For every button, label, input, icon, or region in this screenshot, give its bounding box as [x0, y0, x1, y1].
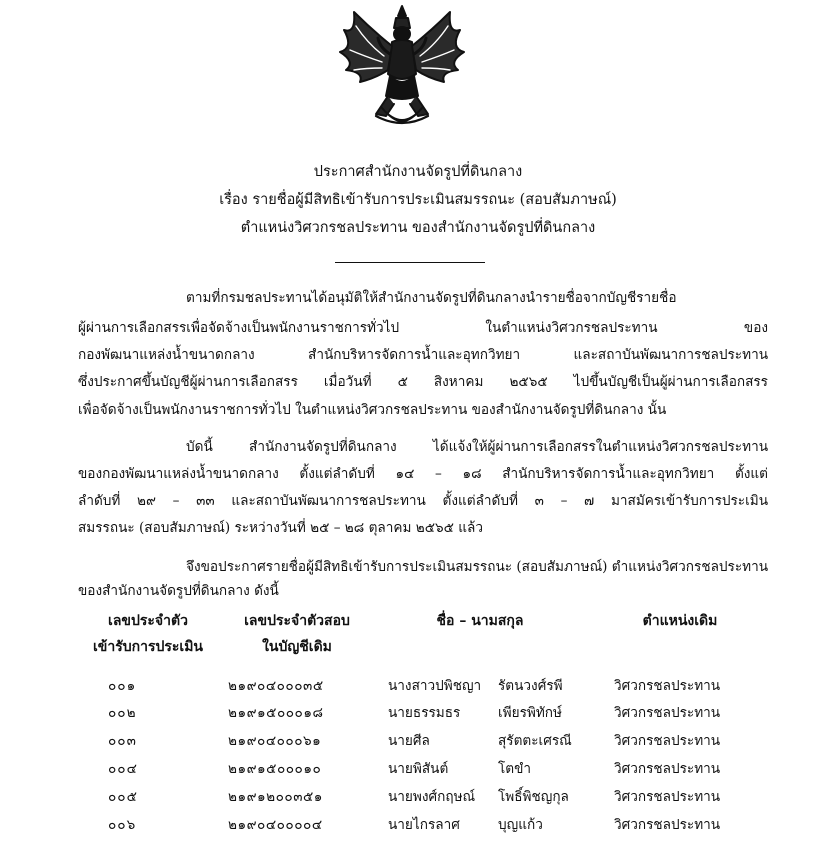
- header-seq-id: เลขประจำตัว: [108, 613, 188, 629]
- header-seq-id-sub: เข้ารับการประเมิน: [93, 639, 203, 655]
- seq-id: ๐๐๑: [108, 678, 137, 694]
- old-exam-id: ๒๑๙๑๕๐๐๐๑๐: [228, 761, 322, 777]
- old-exam-id: ๒๑๙๑๕๐๐๐๑๘: [228, 705, 324, 721]
- position: วิศวกรชลประทาน: [614, 789, 721, 805]
- first-name: นายไกรลาศ: [388, 817, 460, 833]
- last-name: บุญแก้ว: [498, 817, 543, 833]
- last-name: โพธิ์พิชญกุล: [498, 789, 569, 805]
- paragraph-1-line: ตามที่กรมชลประทานได้อนุมัติให้สำนักงานจัดรูปที่ดินกลางนำรายชื่อจากบัญชีรายชื่อ: [186, 290, 677, 306]
- position: วิศวกรชลประทาน: [614, 817, 721, 833]
- first-name: นายพงศ์กฤษณ์: [388, 789, 476, 805]
- paragraph-2-line: สมรรถนะ (สอบสัมภาษณ์) ระหว่างวันที่ ๒๕ – ๒๘ ตุลาคม ๒๕๖๕ แล้ว: [78, 520, 483, 536]
- seq-id: ๐๐๕: [108, 789, 138, 805]
- paragraph-2-line: บัดนี้ สำนักงานจัดรูปที่ดินกลาง ได้แจ้งให้ผู้ผ่านการเลือกสรรในตำแหน่งวิศวกรชลประทาน: [186, 439, 768, 455]
- paragraph-1-line: เพื่อจัดจ้างเป็นพนักงานราชการทั่วไป ในตำแหน่งวิศวกรชลประทาน ของสำนักงานจัดรูปที่ดินกลาง นั้น: [78, 402, 667, 418]
- header-name: ชื่อ – นามสกุล: [436, 613, 524, 629]
- header-position: ตำแหน่งเดิม: [642, 613, 718, 629]
- paragraph-3-line: จึงขอประกาศรายชื่อผู้มีสิทธิเข้ารับการประเมินสมรรถนะ (สอบสัมภาษณ์) ตำแหน่งวิศวกรชลประทาน: [186, 559, 769, 575]
- paragraph-1-line: ซึ่งประกาศขึ้นบัญชีผู้ผ่านการเลือกสรร เมื่อวันที่ ๕ สิงหาคม ๒๕๖๕ ไปขึ้นบัญชีเป็นผู้ผ่านการเลือกสรร: [78, 374, 768, 390]
- paragraph-3-line: ของสำนักงานจัดรูปที่ดินกลาง ดังนี้: [78, 583, 279, 599]
- first-name: นายธรรมธร: [388, 705, 461, 721]
- announcement-position: ตำแหน่งวิศวกรชลประทาน ของสำนักงานจัดรูปที่ดินกลาง: [240, 220, 596, 236]
- announcement-subject: เรื่อง รายชื่อผู้มีสิทธิเข้ารับการประเมินสมรรถนะ (สอบสัมภาษณ์): [219, 192, 617, 208]
- position: วิศวกรชลประทาน: [614, 705, 721, 721]
- paragraph-1-line: ผู้ผ่านการเลือกสรรเพื่อจัดจ้างเป็นพนักงานราชการทั่วไป ในตำแหน่งวิศวกรชลประทาน ของ: [78, 320, 768, 336]
- seq-id: ๐๐๖: [108, 817, 137, 833]
- first-name: นายพิสันต์: [388, 761, 449, 777]
- last-name: โตขำ: [498, 761, 532, 777]
- old-exam-id: ๒๑๙๐๔๐๐๐๓๕: [228, 678, 324, 694]
- garuda-emblem-icon: [336, 4, 468, 134]
- position: วิศวกรชลประทาน: [614, 733, 721, 749]
- old-exam-id: ๒๑๙๐๔๐๐๐๐๔: [228, 817, 323, 833]
- old-exam-id: ๒๑๙๑๒๐๐๓๕๑: [228, 789, 323, 805]
- last-name: รัตนวงศ์รพี: [498, 678, 563, 694]
- header-old-exam-id: เลขประจำตัวสอบ: [244, 613, 350, 629]
- title-divider: [335, 262, 485, 263]
- last-name: สุรัตตะเศรณี: [498, 733, 572, 749]
- seq-id: ๐๐๒: [108, 705, 137, 721]
- first-name: นายศีล: [388, 733, 430, 749]
- position: วิศวกรชลประทาน: [614, 678, 721, 694]
- old-exam-id: ๒๑๙๐๔๐๐๐๖๑: [228, 733, 322, 749]
- announcement-title: ประกาศสำนักงานจัดรูปที่ดินกลาง: [313, 164, 523, 180]
- header-old-exam-id-sub: ในบัญชีเดิม: [262, 639, 332, 655]
- position: วิศวกรชลประทาน: [614, 761, 721, 777]
- paragraph-2-line: ลำดับที่ ๒๙ – ๓๓ และสถาบันพัฒนาการชลประทาน ตั้งแต่ลำดับที่ ๓ – ๗ มาสมัครเข้ารับการประเมิน: [78, 493, 768, 509]
- first-name: นางสาวปพิชญา: [388, 678, 482, 694]
- paragraph-1-line: กองพัฒนาแหล่งน้ำขนาดกลาง สำนักบริหารจัดการน้ำและอุทกวิทยา และสถาบันพัฒนาการชลประทาน: [78, 347, 768, 363]
- seq-id: ๐๐๔: [108, 761, 138, 777]
- seq-id: ๐๐๓: [108, 733, 137, 749]
- last-name: เพียรพิทักษ์: [498, 705, 562, 721]
- paragraph-2-line: ของกองพัฒนาแหล่งน้ำขนาดกลาง ตั้งแต่ลำดับที่ ๑๔ – ๑๘ สำนักบริหารจัดการน้ำและอุทกวิทยา ตั้งแต่: [78, 466, 768, 482]
